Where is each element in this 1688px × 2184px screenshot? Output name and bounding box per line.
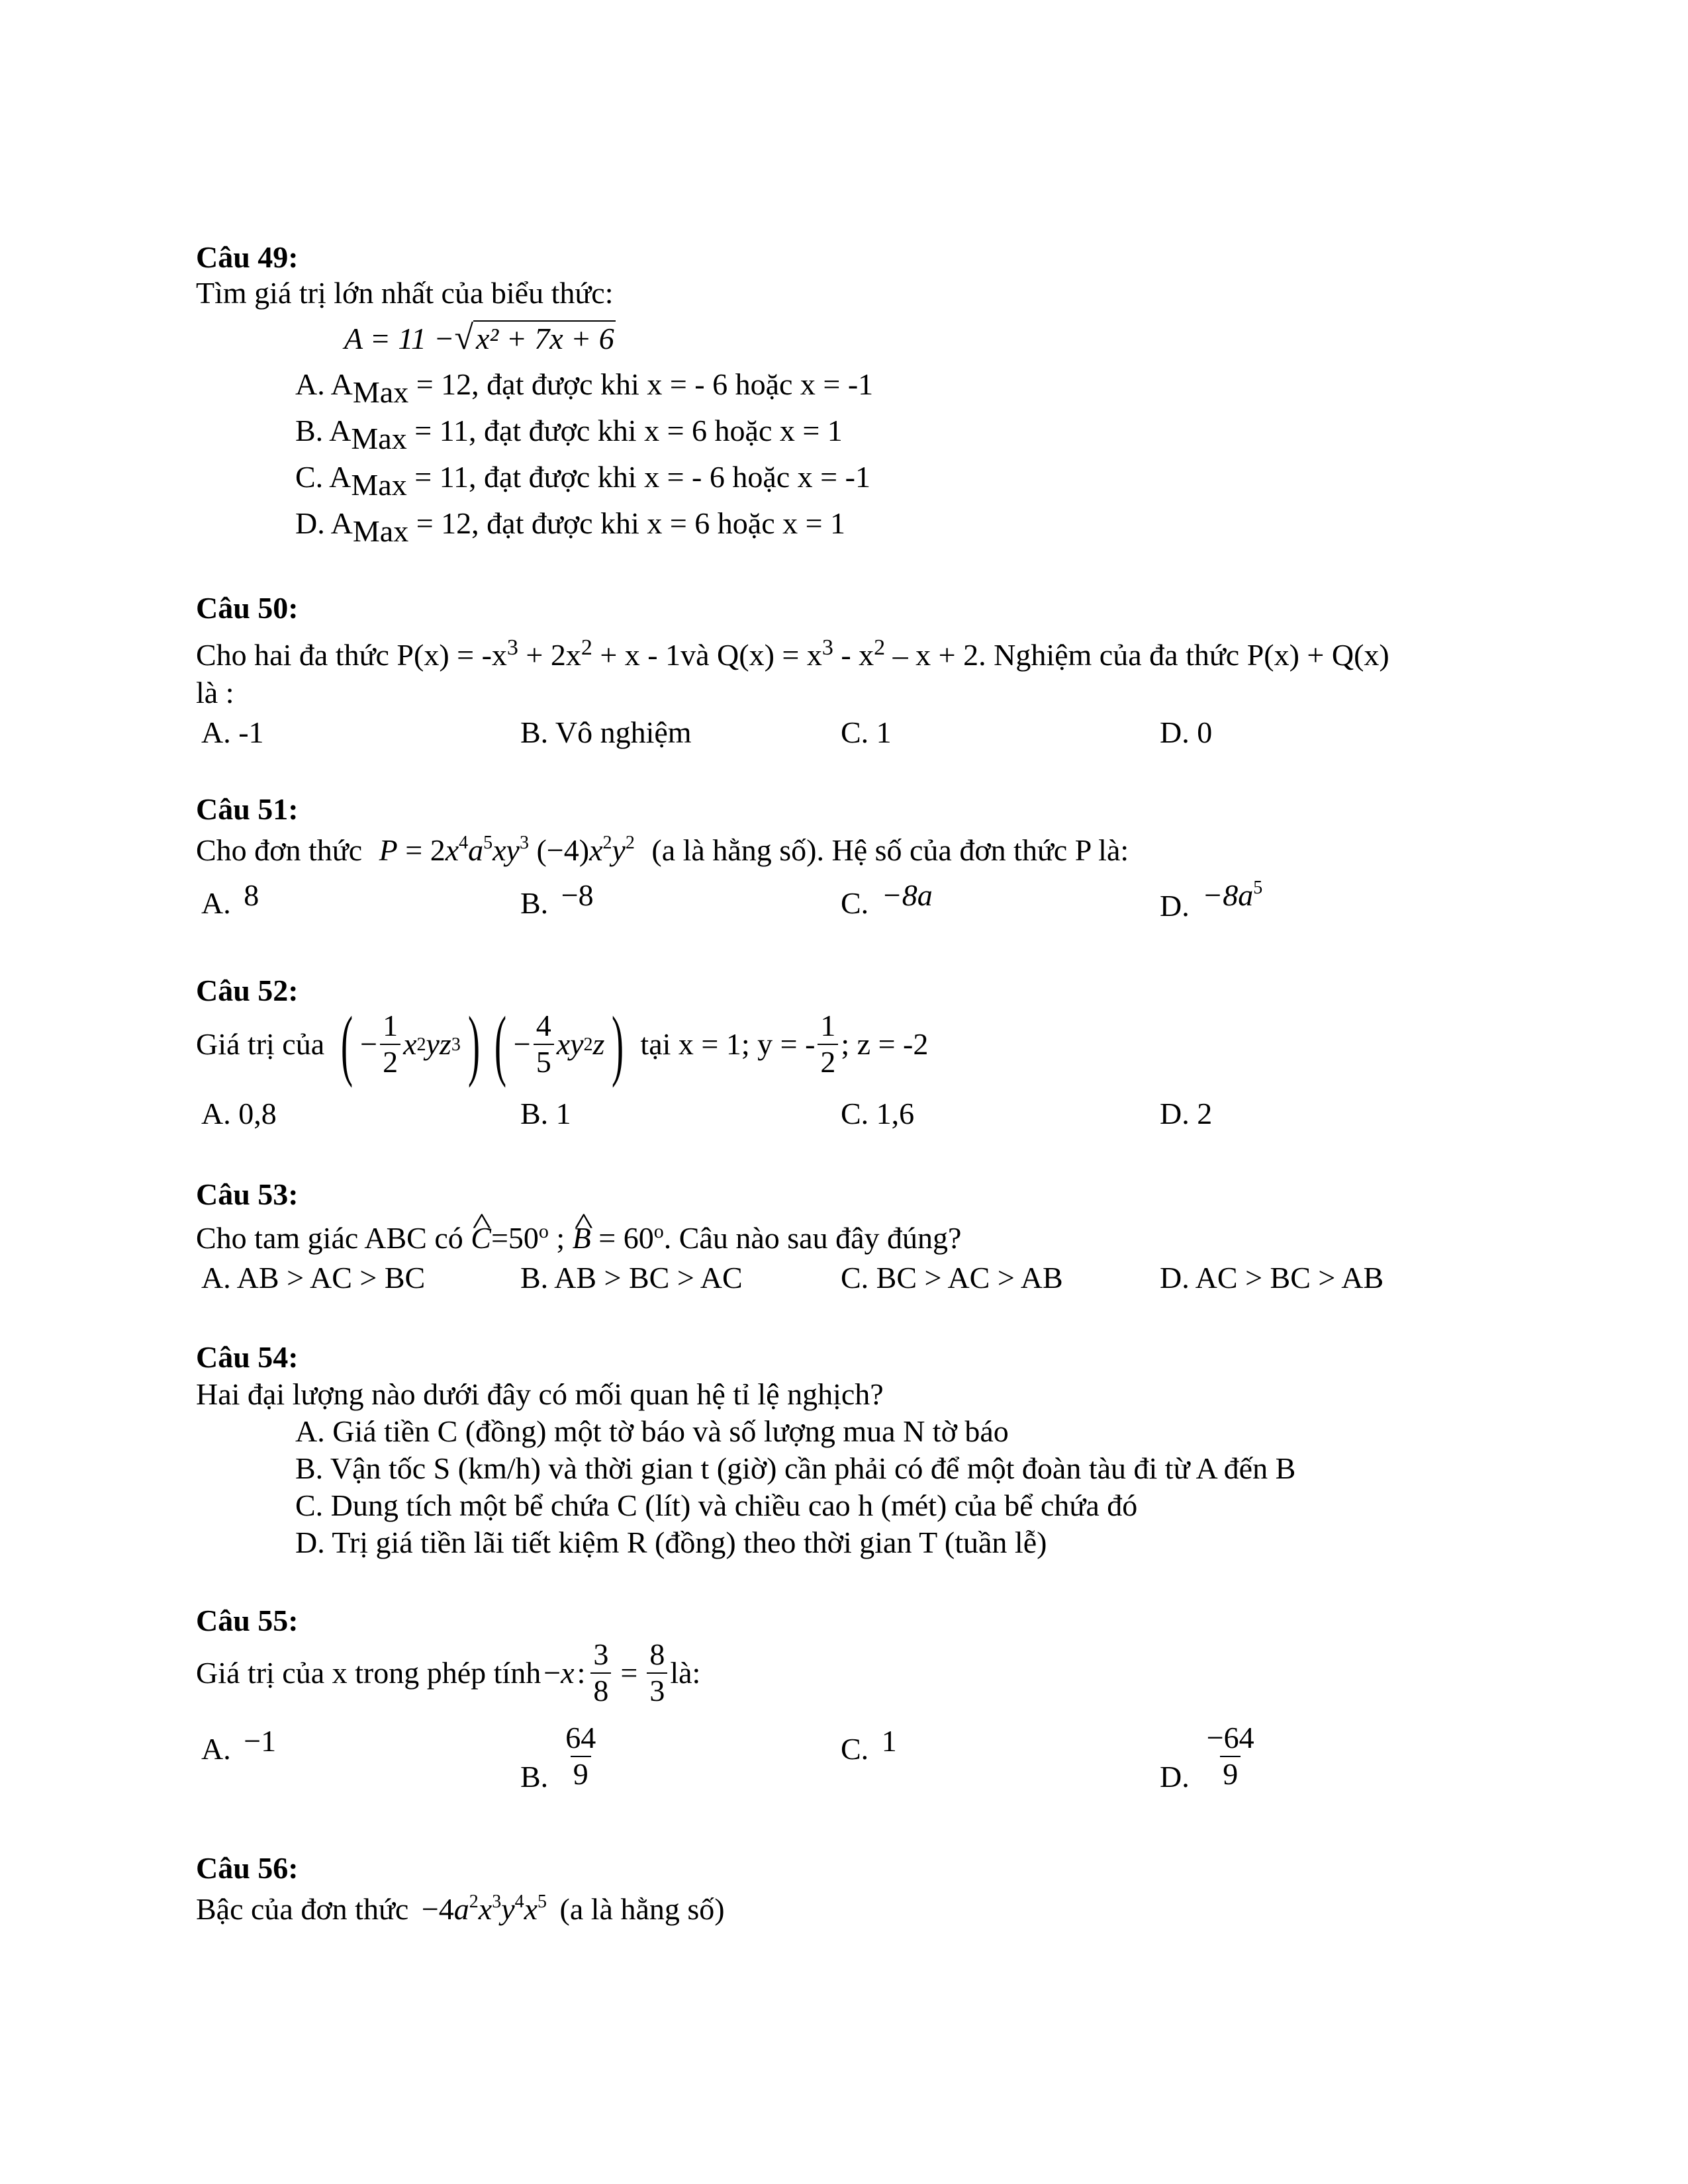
q55-frac-2: $\frac{8}{3}$ <box>647 1637 667 1709</box>
q49-formula-lhs: A = 11 − <box>344 322 455 355</box>
q51-prompt <box>196 831 1129 870</box>
q50-prompt-line2: là : <box>196 676 234 709</box>
q52-factor-1: − $\frac{1}{2}$ x 2 yz 3 <box>360 1009 461 1079</box>
q56-prompt-post: (a là hằng số) <box>559 1892 725 1926</box>
q51-monomial: $P = 2x^4a^5xy^3$ $(-4)x^2y^2$ <box>379 833 635 867</box>
q52-paren-close-2: ) <box>612 1000 624 1088</box>
q53-option-d: D. AC > BC > AB <box>1160 1261 1384 1295</box>
q50-prompt: Cho hai đa thức $P(x) = -x^3 + 2x^2 + x$ - 1và $Q(x) = x^3 - x^2 - x + 2$. Nghiệm của đa thức P(x) + Q(x) <box>196 635 1389 672</box>
q55-title: Câu 55: <box>196 1604 299 1637</box>
q54-option-c: C. Dung tích một bể chứa C (lít) và chiều cao h (mét) của bể chứa đó <box>295 1488 1138 1522</box>
q56-prompt <box>196 1890 725 1929</box>
q50-option-c: C. 1 <box>841 715 892 749</box>
q56-monomial: $-4a^2x^3y^4x^5$ <box>421 1891 547 1926</box>
q52-paren-open-2: ( <box>494 1000 506 1088</box>
q52-paren-open-1: ( <box>341 1000 353 1088</box>
q55-frac-1: $\frac{3}{8}$ <box>590 1637 611 1709</box>
q55-option-c: C. 1 <box>841 1724 897 1766</box>
q56-prompt-pre: Bậc của đơn thức <box>196 1892 409 1926</box>
q52-prompt-tail: ; z = -2 <box>841 1027 929 1062</box>
q55-expression: − x : $\frac{3}{8}$ = $\frac{8}{3}$ <box>543 1637 670 1709</box>
q55-option-d-frac: $\frac{-64}{9}$ <box>1206 1721 1254 1791</box>
q54-option-a: A. Giá tiền C (đồng) một tờ báo và số lượng mua N tờ báo <box>295 1414 1009 1448</box>
q52-prompt <box>196 1000 929 1088</box>
q52-option-d: D. 2 <box>1160 1097 1213 1130</box>
q53-option-b: B. AB > BC > AC <box>520 1261 743 1295</box>
q53-angle-c: ^ C <box>471 1219 491 1257</box>
q49-prompt: Tìm giá trị lớn nhất của biểu thức: <box>196 276 614 310</box>
q55-option-d: D. $\frac{-64}{9}$ <box>1160 1721 1260 1790</box>
q51-option-d: D. $-8a^5$ <box>1160 878 1263 923</box>
q49-formula: A = 11 −√x² + 7x + 6 <box>344 319 614 357</box>
q53-prompt-pre: Cho tam giác ABC có <box>196 1221 463 1255</box>
q51-title: Câu 51: <box>196 792 299 826</box>
q52-title: Câu 52: <box>196 974 299 1007</box>
q49-option-b: B. AMax = 11, đạt được khi x = 6 hoặc x = 1 <box>295 414 843 455</box>
q55-prompt-post: là: <box>670 1656 701 1690</box>
q51-prompt-pre: Cho đơn thức <box>196 833 363 867</box>
q49-formula-radicand: x² + 7x + 6 <box>473 320 616 357</box>
q54-option-b: B. Vận tốc S (km/h) và thời gian t (giờ) cần phải có để một đoàn tàu đi từ A đến B <box>295 1451 1296 1485</box>
q52-option-b: B. 1 <box>520 1097 571 1130</box>
q52-option-a: A. 0,8 <box>201 1097 277 1130</box>
q53-option-a: A. AB > AC > BC <box>201 1261 426 1295</box>
q51-option-a: A. 8 <box>201 878 259 920</box>
q49-option-d: D. AMax = 12, đạt được khi x = 6 hoặc x = 1 <box>295 506 846 548</box>
q49-option-a: A. AMax = 12, đạt được khi x = - 6 hoặc x = -1 <box>295 367 874 409</box>
q52-frac-2: $\frac{4}{5}$ <box>534 1009 554 1080</box>
q54-title: Câu 54: <box>196 1340 299 1374</box>
q50-title: Câu 50: <box>196 591 299 625</box>
q51-option-b: B. −8 <box>520 878 594 920</box>
q53-option-c: C. BC > AC > AB <box>841 1261 1063 1295</box>
q55-option-b: B. $\frac{64}{9}$ <box>520 1721 601 1790</box>
q50-option-d: D. 0 <box>1160 715 1213 749</box>
q50-option-b: B. Vô nghiệm <box>520 715 692 749</box>
q56-title: Câu 56: <box>196 1851 299 1885</box>
q52-frac-y: $\frac{1}{2}$ <box>818 1009 838 1080</box>
q55-prompt-pre: Giá trị của x trong phép tính <box>196 1656 541 1690</box>
q51-prompt-post: (a là hằng số). Hệ số của đơn thức P là: <box>651 833 1129 867</box>
q52-option-c: C. 1,6 <box>841 1097 915 1130</box>
q55-option-a: A. −1 <box>201 1724 277 1766</box>
q50-option-a: A. -1 <box>201 715 264 749</box>
q52-factor-2: − $\frac{4}{5}$ xy 2 z <box>513 1009 605 1079</box>
q52-frac-1: $\frac{1}{2}$ <box>380 1009 400 1080</box>
q49-option-c: C. AMax = 11, đạt được khi x = - 6 hoặc x = -1 <box>295 460 870 502</box>
q49-title: Câu 49: <box>196 240 299 274</box>
q53-prompt-post: . Câu nào sau đây đúng? <box>663 1221 962 1255</box>
q55-option-b-frac: $\frac{64}{9}$ <box>565 1721 596 1791</box>
q54-prompt: Hai đại lượng nào dưới đây có mối quan hệ tỉ lệ nghịch? <box>196 1377 884 1411</box>
q54-option-d: D. Trị giá tiền lãi tiết kiệm R (đồng) theo thời gian T (tuần lễ) <box>295 1525 1047 1559</box>
q53-angle-b: ^ B <box>573 1219 591 1257</box>
q53-title: Câu 53: <box>196 1177 299 1211</box>
q52-paren-close-1: ) <box>467 1000 480 1088</box>
q52-prompt-at: tại x = 1; y = - <box>640 1027 816 1062</box>
q53-prompt: Cho tam giác ABC có ^ $C=50^o$ ; ^ $B = 60^o$. Câu nào sau đây đúng? <box>196 1219 961 1257</box>
q52-prompt-pre: Giá trị của <box>196 1027 325 1062</box>
q51-option-c: C. −8a <box>841 878 933 920</box>
q55-prompt <box>196 1637 700 1709</box>
